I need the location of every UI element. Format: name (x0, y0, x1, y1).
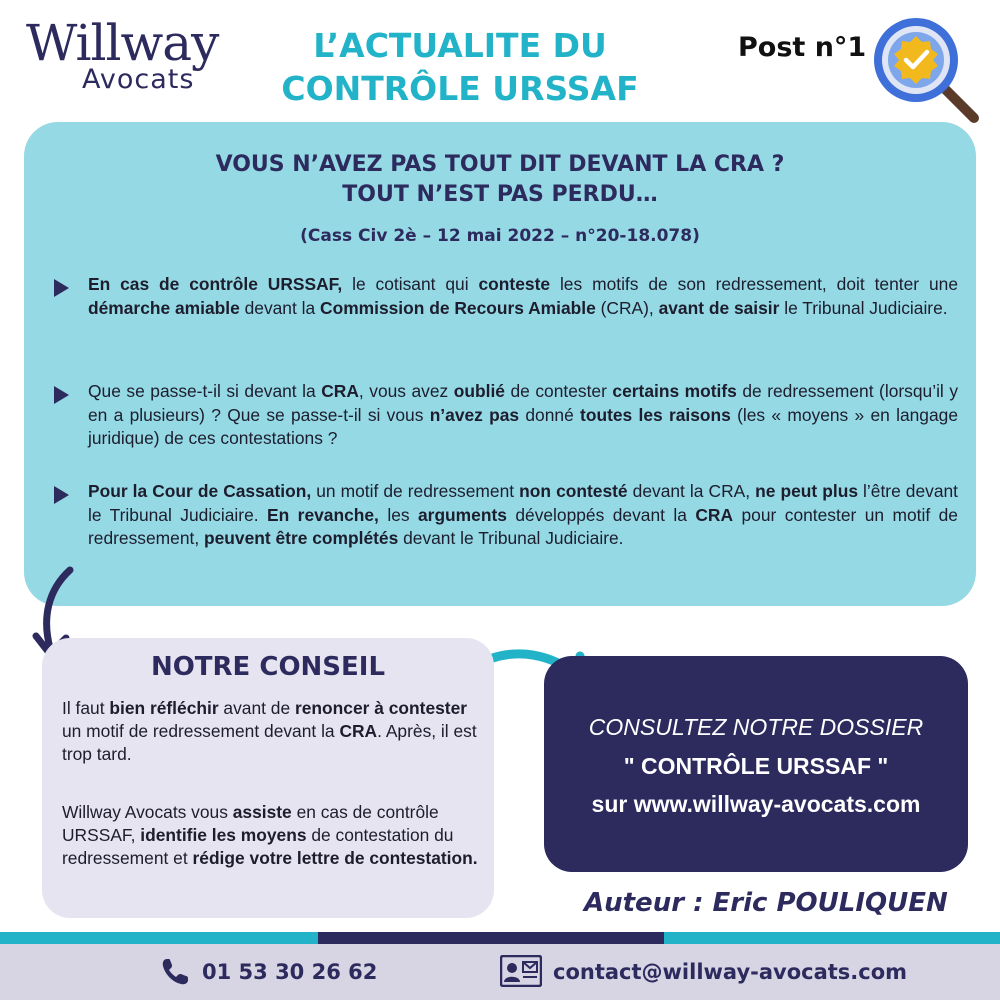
body-text: Que se passe-t-il si devant la (88, 381, 322, 401)
dossier-line1: CONSULTEZ NOTRE DOSSIER (588, 714, 924, 740)
emphasis-text: peuvent être complétés (204, 528, 399, 548)
main-title (250, 24, 670, 110)
body-text: devant le Tribunal Judiciaire. (398, 528, 624, 548)
body-text: (CRA), (595, 297, 659, 318)
bullet-item (54, 380, 958, 451)
stripe-teal-left (0, 932, 318, 944)
emphasis-text: assiste (232, 802, 292, 822)
body-text: (les « moyens » en langage juridique) de ces contestations ? (88, 404, 958, 448)
card-heading-line2: TOUT N’EST PAS PERDU… (342, 182, 658, 207)
bullet-text (88, 273, 958, 320)
bullet-arrow-icon (54, 386, 69, 404)
body-text: développés devant la (506, 504, 696, 525)
logo-sub-text: Avocats (82, 64, 195, 95)
main-title-line2: CONTRÔLE URSSAF (281, 69, 639, 108)
stripe-teal-right (664, 932, 1000, 944)
phone-icon (160, 957, 190, 987)
body-text: un motif de redressement (311, 481, 520, 501)
emphasis-text: rédige votre lettre de contestation. (192, 848, 478, 868)
body-text: les motifs de son redressement, doit tenter une (550, 274, 958, 294)
emphasis-text: Commission de Recours Amiable (320, 297, 596, 318)
emphasis-text: bien réfléchir (109, 698, 219, 718)
body-text: devant la CRA, (627, 481, 756, 501)
emphasis-text: CRA (695, 504, 734, 525)
bullet-item (54, 480, 958, 551)
emphasis-text: conteste (478, 274, 551, 294)
body-text: pour contester un motif de redressement, (88, 504, 958, 548)
bullet-arrow-icon (54, 486, 69, 504)
body-text: un motif de redressement devant la (62, 721, 340, 741)
body-text: de redressement (lorsqu’il y en a plusieurs) ? Que se passe-t-il si vous (88, 381, 959, 425)
body-text: Il faut (62, 698, 110, 718)
contact-card-icon (500, 955, 542, 987)
emphasis-text: avant de saisir (658, 297, 780, 318)
dossier-website-link[interactable]: sur www.willway-avocats.com (591, 791, 921, 817)
emphasis-text: certains motifs (612, 381, 737, 401)
body-text: . Après, il est trop tard. (62, 721, 477, 764)
author-credit: Auteur : Eric POULIQUEN (584, 888, 948, 918)
post-number-label: Post n°1 (738, 32, 867, 63)
stripe-navy (318, 932, 664, 944)
email-address[interactable]: contact@willway-avocats.com (553, 960, 908, 984)
emphasis-text: démarche amiable (88, 297, 240, 318)
emphasis-text: CRA (321, 381, 359, 401)
emphasis-text: Pour la Cour de Cassation, (88, 481, 312, 501)
advice-paragraph (62, 801, 478, 870)
bullet-arrow-icon (54, 279, 69, 297)
footer-stripes (0, 932, 1000, 944)
body-text: donné (519, 404, 581, 425)
advice-paragraph (62, 697, 478, 766)
body-text: Willway Avocats vous (62, 802, 233, 822)
body-text: de contestation du redressement et (62, 825, 454, 868)
logo-main-text: Willway (26, 14, 219, 72)
body-text: le Tribunal Judiciaire. (779, 297, 948, 318)
willway-logo (26, 14, 226, 98)
magnifier-badge-icon (870, 14, 982, 126)
main-title-line1: L’ACTUALITE DU (313, 26, 607, 65)
body-text: de contester (504, 381, 613, 401)
emphasis-text: n’avez pas (429, 404, 520, 425)
emphasis-text: renoncer à contester (294, 698, 468, 718)
emphasis-text: CRA (339, 721, 378, 741)
body-text: , vous avez (358, 381, 454, 401)
emphasis-text: non contesté (519, 481, 628, 501)
emphasis-text: En cas de contrôle URSSAF, (88, 274, 343, 294)
advice-title: NOTRE CONSEIL (150, 652, 386, 682)
emphasis-text: arguments (418, 504, 507, 525)
case-reference: (Cass Civ 2è – 12 mai 2022 – n°20-18.078) (300, 226, 700, 246)
body-text: le cotisant qui (342, 274, 479, 294)
card-heading (60, 150, 940, 210)
body-text: avant de (218, 698, 295, 718)
emphasis-text: toutes les raisons (580, 404, 731, 425)
bullet-text (88, 380, 958, 451)
body-text: l’être devant le Tribunal Judiciaire. (88, 481, 959, 525)
emphasis-text: identifie les moyens (140, 825, 307, 845)
body-text: en cas de contrôle URSSAF, (62, 802, 439, 845)
emphasis-text: En revanche, (267, 504, 379, 525)
bullet-item (54, 273, 958, 320)
card-heading-line1: VOUS N’AVEZ PAS TOUT DIT DEVANT LA CRA ? (215, 152, 785, 177)
dossier-line2: " CONTRÔLE URSSAF " (623, 753, 889, 779)
body-text: les (378, 504, 418, 525)
bullet-text (88, 480, 958, 551)
body-text: devant la (239, 297, 321, 318)
emphasis-text: ne peut plus (755, 481, 858, 501)
emphasis-text: oublié (453, 381, 505, 401)
phone-number[interactable]: 01 53 30 26 62 (202, 960, 378, 984)
